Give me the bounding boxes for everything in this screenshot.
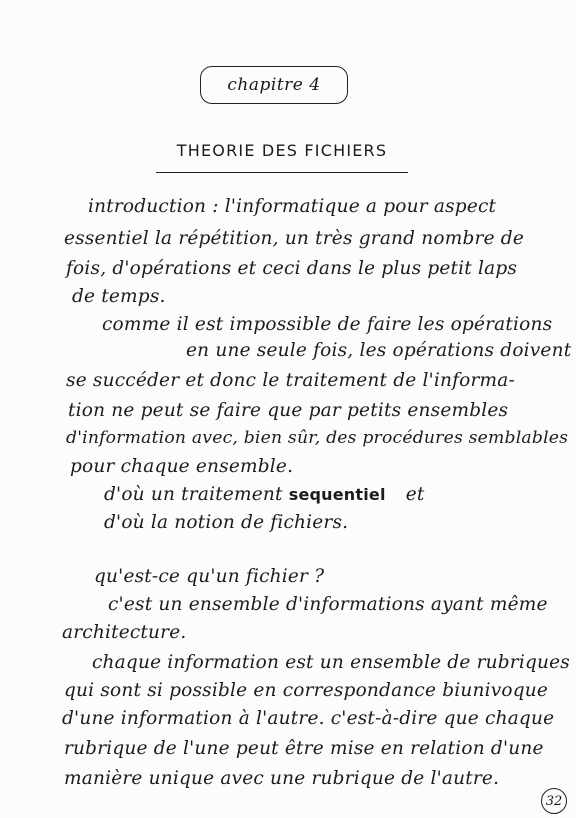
text-line: de temps. <box>72 286 166 307</box>
title-underline <box>156 172 408 173</box>
text-line: essentiel la répétition, un très grand nombre de <box>64 228 524 249</box>
text-line: chaque information est un ensemble de rubriques <box>92 652 570 673</box>
text-line: d'une information à l'autre. c'est-à-dire que chaque <box>62 708 555 729</box>
text-line: qu'est-ce qu'un fichier ? <box>94 566 325 587</box>
text-line: comme il est impossible de faire les opérations <box>102 314 553 335</box>
page-number <box>541 788 567 814</box>
text-line: pour chaque ensemble. <box>70 456 294 477</box>
text-line: fois, d'opérations et ceci dans le plus petit laps <box>66 258 518 279</box>
text-line <box>104 484 425 505</box>
text-fragment: et <box>405 484 425 505</box>
text-line: en une seule fois, les opérations doivent <box>186 340 572 361</box>
sequentiel-word: sequentiel <box>288 485 386 504</box>
chapter-label-box <box>200 66 348 104</box>
text-line: d'où la notion de fichiers. <box>104 512 349 533</box>
chapter-label: chapitre 4 <box>227 75 321 95</box>
text-fragment: d'où un traitement <box>104 484 283 505</box>
text-line: c'est un ensemble d'informations ayant même <box>108 594 548 615</box>
page-title: THEORIE DES FICHIERS <box>176 141 388 160</box>
page-number-text: 32 <box>545 793 563 809</box>
text-line: introduction : l'informatique a pour aspect <box>88 196 497 217</box>
text-line: d'information avec, bien sûr, des procédures semblables <box>66 428 569 448</box>
text-line: architecture. <box>62 622 187 643</box>
text-line: tion ne peut se faire que par petits ensembles <box>68 400 509 421</box>
text-line: manière unique avec une rubrique de l'autre. <box>64 768 500 789</box>
text-line: rubrique de l'une peut être mise en relation d'une <box>64 738 544 759</box>
text-line: se succéder et donc le traitement de l'informa- <box>66 370 515 391</box>
text-line: qui sont si possible en correspondance biunivoque <box>64 680 549 701</box>
